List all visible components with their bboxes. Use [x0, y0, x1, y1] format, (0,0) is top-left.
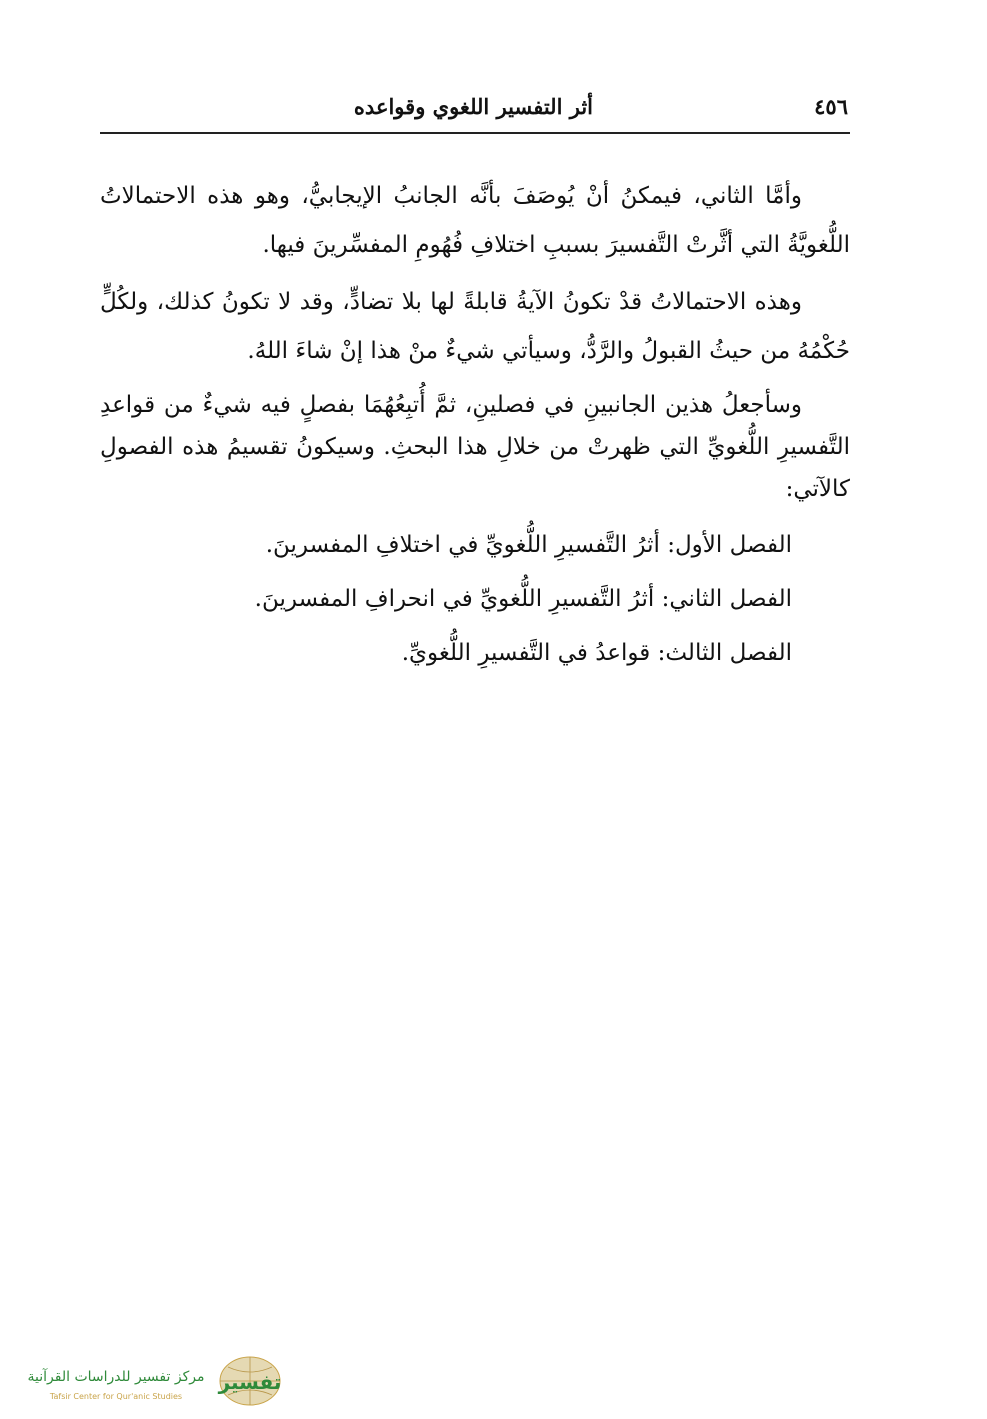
- chapter-list: [100, 518, 850, 680]
- chapter-item-3: الفصل الثالث: قواعدُ في التَّفسيرِ اللُّغويِّ.: [401, 640, 792, 666]
- logo-english-name: Tafsir Center for Qur'anic Studies: [49, 1392, 183, 1401]
- paragraph-1: وأمَّا الثاني، فيمكنُ أنْ يُوصَفَ بأنَّه الجانبُ الإيجابيُّ، وهو هذه الاحتمالاتُ اللُّغويَّةُ التي أثَّرتْ التَّفسيرَ بسببِ اختلافِ فُهُومِ المفسِّرينَ فيها.: [100, 183, 850, 258]
- logo-word: تفسير: [218, 1370, 282, 1394]
- logo-arabic-name: مركز تفسير للدراسات القرآنية: [27, 1369, 205, 1385]
- chapter-item-2: الفصل الثاني: أثرُ التَّفسيرِ اللُّغويِّ في انحرافِ المفسرينَ.: [254, 586, 792, 612]
- page-body: [100, 172, 850, 680]
- page-header: [100, 92, 850, 134]
- page-number: ٤٥٦: [814, 94, 848, 119]
- chapter-item-1: الفصل الأول: أثرُ التَّفسيرِ اللُّغويِّ في اختلافِ المفسرينَ.: [265, 532, 792, 558]
- tafsir-center-logo: [8, 1351, 288, 1411]
- running-title: أثر التفسير اللغوي وقواعده: [353, 94, 593, 119]
- paragraph-3: وسأجعلُ هذين الجانبينِ في فصلينِ، ثمَّ أُتبِعُهُمَا بفصلٍ فيه شيءٌ من قواعدِ التَّفسيرِ اللُّغويِّ التي ظهرتْ من خلالِ هذا البحثِ. وسيكونُ تقسيمُ هذه الفصولِ كالآتي:: [100, 392, 850, 502]
- paragraph-2: وهذه الاحتمالاتُ قدْ تكونُ الآيةُ قابلةً لها بلا تضادٍّ، وقد لا تكونُ كذلك، ولكُلٍّ حُكْمُهُ من حيثُ القبولُ والرَّدُّ، وسيأتي شيءٌ منْ هذا إنْ شاءَ اللهُ.: [100, 289, 850, 364]
